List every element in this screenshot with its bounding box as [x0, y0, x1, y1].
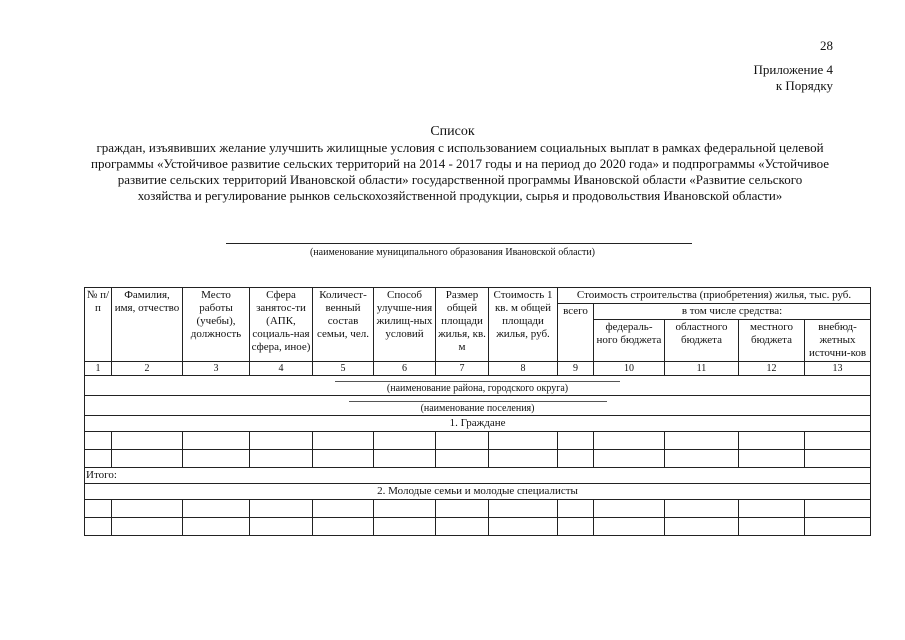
column-number: 11 [665, 362, 739, 376]
section-2-title: 2. Молодые семьи и молодые специалисты [85, 484, 871, 500]
header-improvement-method: Способ улучше-ния жилищ-ных условий [374, 288, 436, 362]
column-number: 10 [594, 362, 665, 376]
table-row [85, 432, 871, 450]
header-workplace: Место работы (учебы), должность [183, 288, 250, 362]
appendix-label [753, 62, 833, 94]
municipality-fill-line [226, 243, 692, 244]
table-row [85, 518, 871, 536]
settlement-row [85, 396, 871, 416]
header-area: Размер общей площади жилья, кв. м [436, 288, 489, 362]
column-number: 4 [250, 362, 313, 376]
district-row [85, 376, 871, 396]
column-number: 13 [805, 362, 871, 376]
table-row [85, 500, 871, 518]
district-caption: (наименование района, городского округа) [335, 381, 620, 395]
header-regional-budget: областного бюджета [665, 320, 739, 362]
section-2-row [85, 484, 871, 500]
total-label: Итого: [85, 468, 871, 484]
header-total: всего [558, 304, 594, 362]
column-number: 7 [436, 362, 489, 376]
header-construction-cost: Стоимость строительства (приобретения) жилья, тыс. руб. [558, 288, 871, 304]
header-including: в том числе средства: [594, 304, 871, 320]
column-number: 12 [739, 362, 805, 376]
document-title: Список [430, 124, 475, 139]
column-number-row [85, 362, 871, 376]
section-1-title: 1. Граждане [85, 416, 871, 432]
header-number: № п/п [85, 288, 112, 362]
header-family-size: Количест-венный состав семьи, чел. [313, 288, 374, 362]
citizens-table [84, 287, 871, 536]
header-local-budget: местного бюджета [739, 320, 805, 362]
header-extrabudgetary: внебюд-жетных источни-ков [805, 320, 871, 362]
column-number: 8 [489, 362, 558, 376]
page-number: 28 [820, 38, 833, 53]
column-number: 2 [112, 362, 183, 376]
document-subtitle: граждан, изъявивших желание улучшить жилищные условия с использованием социальных выплат в рамках федеральной целевой программы «Устойчивое развитие сельских территорий на 2014 - 2017 годы и на период до 2020 года» и подпрограммы «Устойчивое развитие сельских территорий Ивановской области» государственной программы Ивановской области «Развитие сельского хозяйства и регулирование рынков сельскохозяйственной продукции, сырья и продовольствия Ивановской области» [90, 140, 830, 203]
section-1-row [85, 416, 871, 432]
column-number: 5 [313, 362, 374, 376]
column-number: 3 [183, 362, 250, 376]
header-row-1 [85, 288, 871, 304]
appendix-line-1: Приложение 4 [753, 62, 833, 77]
table-row [85, 450, 871, 468]
header-employment-sphere: Сфера занятос-ти (АПК, социаль-ная сфера, иное) [250, 288, 313, 362]
column-number: 9 [558, 362, 594, 376]
total-row [85, 468, 871, 484]
appendix-line-2: к Порядку [775, 78, 833, 93]
column-number: 6 [374, 362, 436, 376]
header-name: Фамилия, имя, отчество [112, 288, 183, 362]
settlement-caption: (наименование поселения) [349, 401, 607, 415]
municipality-caption: (наименование муниципального образования Ивановской области) [309, 247, 596, 258]
header-federal-budget: федераль-ного бюджета [594, 320, 665, 362]
header-cost-per-sqm: Стоимость 1 кв. м общей площади жилья, руб. [489, 288, 558, 362]
column-number: 1 [85, 362, 112, 376]
